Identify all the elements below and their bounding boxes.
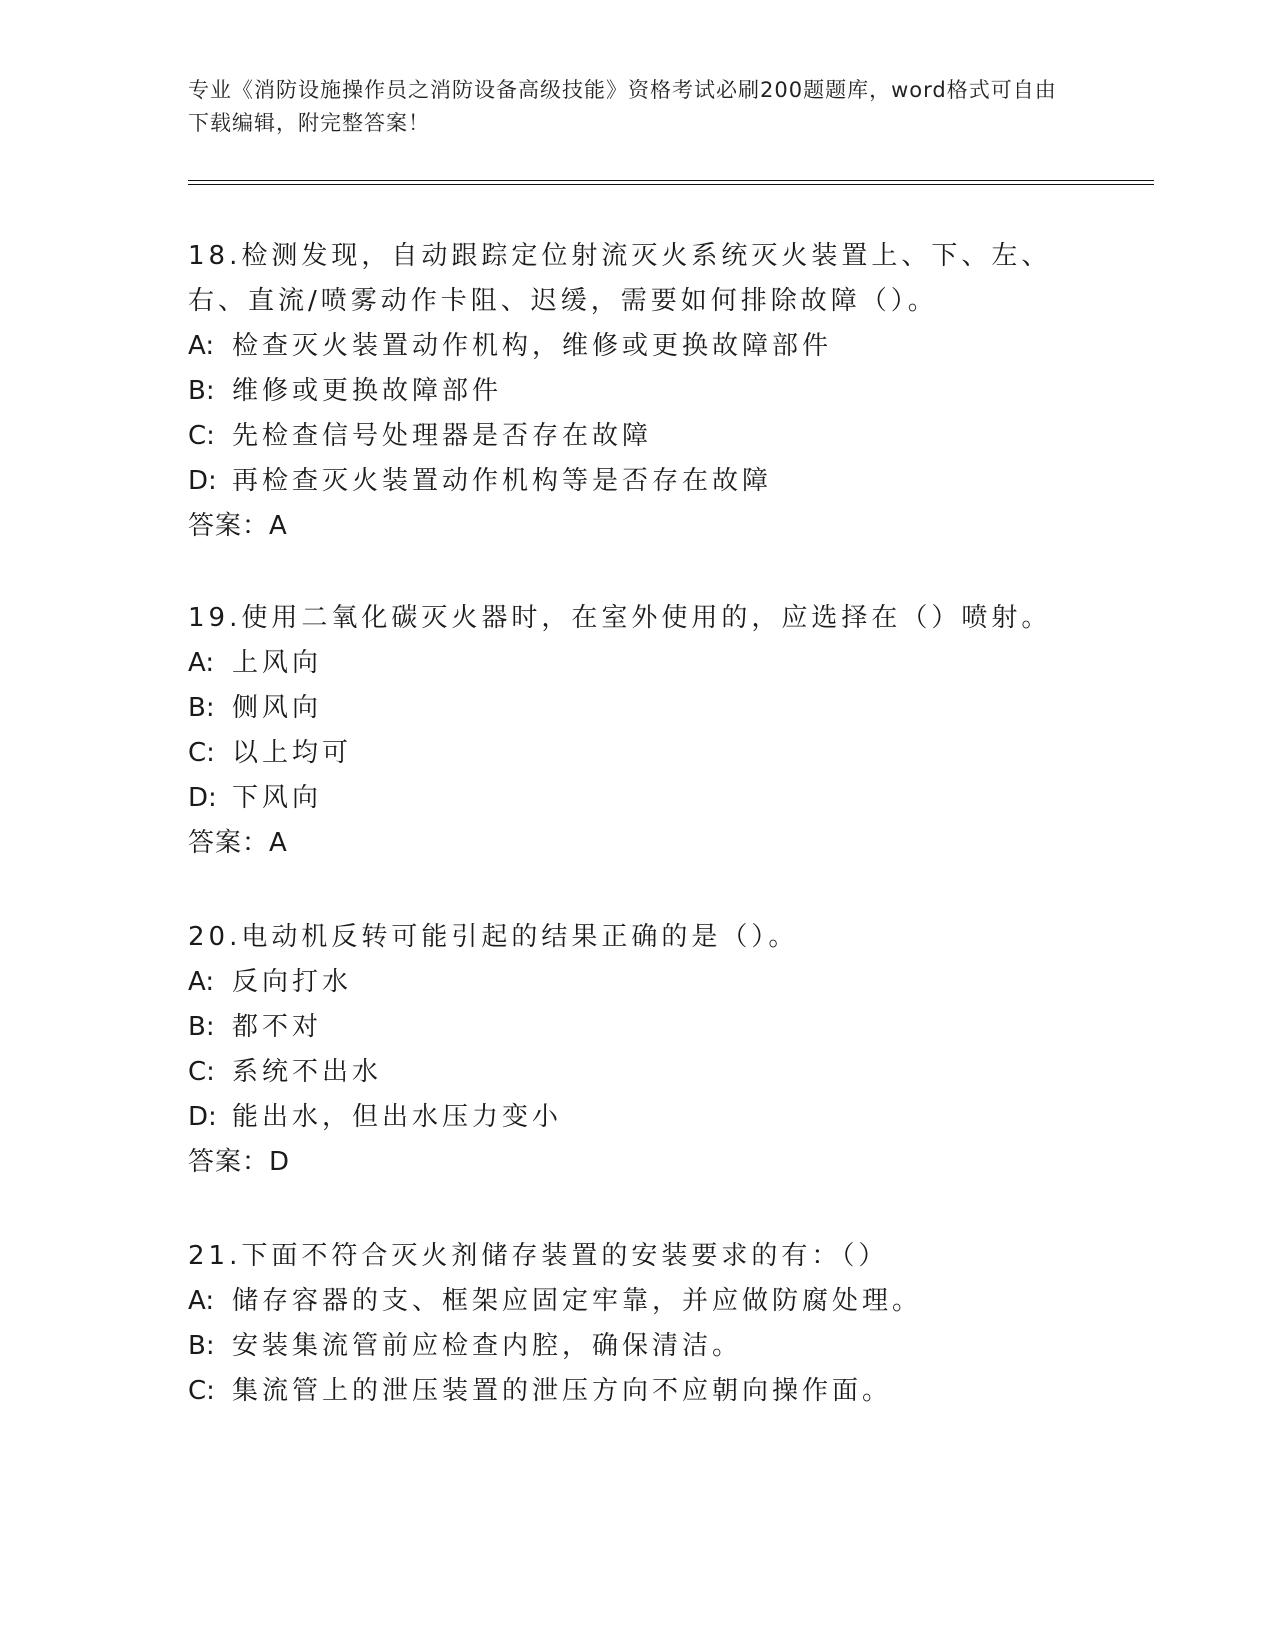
option-key: C: (188, 1376, 215, 1406)
question-stem: 20.电动机反转可能引起的结果正确的是（）。 (188, 922, 799, 952)
option-key: B: (188, 693, 215, 723)
question-20 (188, 915, 1088, 1185)
option-text: 上风向 (232, 648, 323, 678)
answer-line: 答案：A (188, 828, 288, 858)
option-text: 再检查灭火装置动作机构等是否存在故障 (232, 466, 773, 496)
option-text: 以上均可 (232, 738, 353, 768)
option-b (188, 1324, 1088, 1369)
option-text: 先检查信号处理器是否存在故障 (232, 421, 653, 451)
option-text: 维修或更换故障部件 (232, 376, 503, 406)
question-19 (188, 596, 1088, 866)
question-stem: 21.下面不符合灭火剂储存装置的安装要求的有：（） (188, 1241, 889, 1271)
question-21 (188, 1234, 1088, 1414)
option-c (188, 1050, 1088, 1095)
option-text: 集流管上的泄压装置的泄压方向不应朝向操作面。 (232, 1376, 893, 1406)
option-text: 系统不出水 (232, 1057, 383, 1087)
option-d (188, 1095, 1088, 1140)
option-text: 储存容器的支、框架应固定牢靠，并应做防腐处理。 (232, 1286, 923, 1316)
option-key: A: (188, 648, 215, 678)
option-key: D: (188, 783, 217, 813)
option-key: D: (188, 466, 217, 496)
option-a (188, 1279, 1088, 1324)
option-text: 安装集流管前应检查内腔，确保清洁。 (232, 1331, 743, 1361)
option-text: 侧风向 (232, 693, 323, 723)
option-a (188, 324, 1088, 369)
question-stem: 18.检测发现，自动跟踪定位射流灭火系统灭火装置上、下、左、右、直流/喷雾动作卡阻、迟缓，需要如何排除故障（）。 (188, 241, 1052, 316)
option-text: 都不对 (232, 1012, 323, 1042)
option-text: 反向打水 (232, 967, 353, 997)
header-divider (188, 180, 1154, 185)
option-b (188, 369, 1088, 414)
option-a (188, 641, 1088, 686)
question-stem: 19.使用二氧化碳灭火器时，在室外使用的，应选择在（）喷射。 (188, 603, 1052, 633)
option-key: D: (188, 1102, 217, 1132)
option-key: A: (188, 331, 215, 361)
option-c (188, 414, 1088, 459)
option-c (188, 1369, 1088, 1414)
option-a (188, 960, 1088, 1005)
option-text: 检查灭火装置动作机构，维修或更换故障部件 (232, 331, 833, 361)
option-key: C: (188, 738, 215, 768)
answer-line: 答案：A (188, 511, 288, 541)
option-b (188, 686, 1088, 731)
option-key: A: (188, 967, 215, 997)
option-key: B: (188, 376, 215, 406)
option-d (188, 459, 1088, 504)
option-text: 能出水，但出水压力变小 (232, 1102, 563, 1132)
option-key: B: (188, 1331, 215, 1361)
option-key: B: (188, 1012, 215, 1042)
option-key: A: (188, 1286, 215, 1316)
question-18 (188, 234, 1088, 549)
option-key: C: (188, 1057, 215, 1087)
option-key: C: (188, 421, 215, 451)
option-text: 下风向 (232, 783, 323, 813)
option-b (188, 1005, 1088, 1050)
answer-line: 答案：D (188, 1147, 291, 1177)
page-header: 专业《消防设施操作员之消防设备高级技能》资格考试必刷200题题库，word格式可自由下载编辑，附完整答案！ (188, 78, 1057, 135)
option-d (188, 776, 1088, 821)
option-c (188, 731, 1088, 776)
